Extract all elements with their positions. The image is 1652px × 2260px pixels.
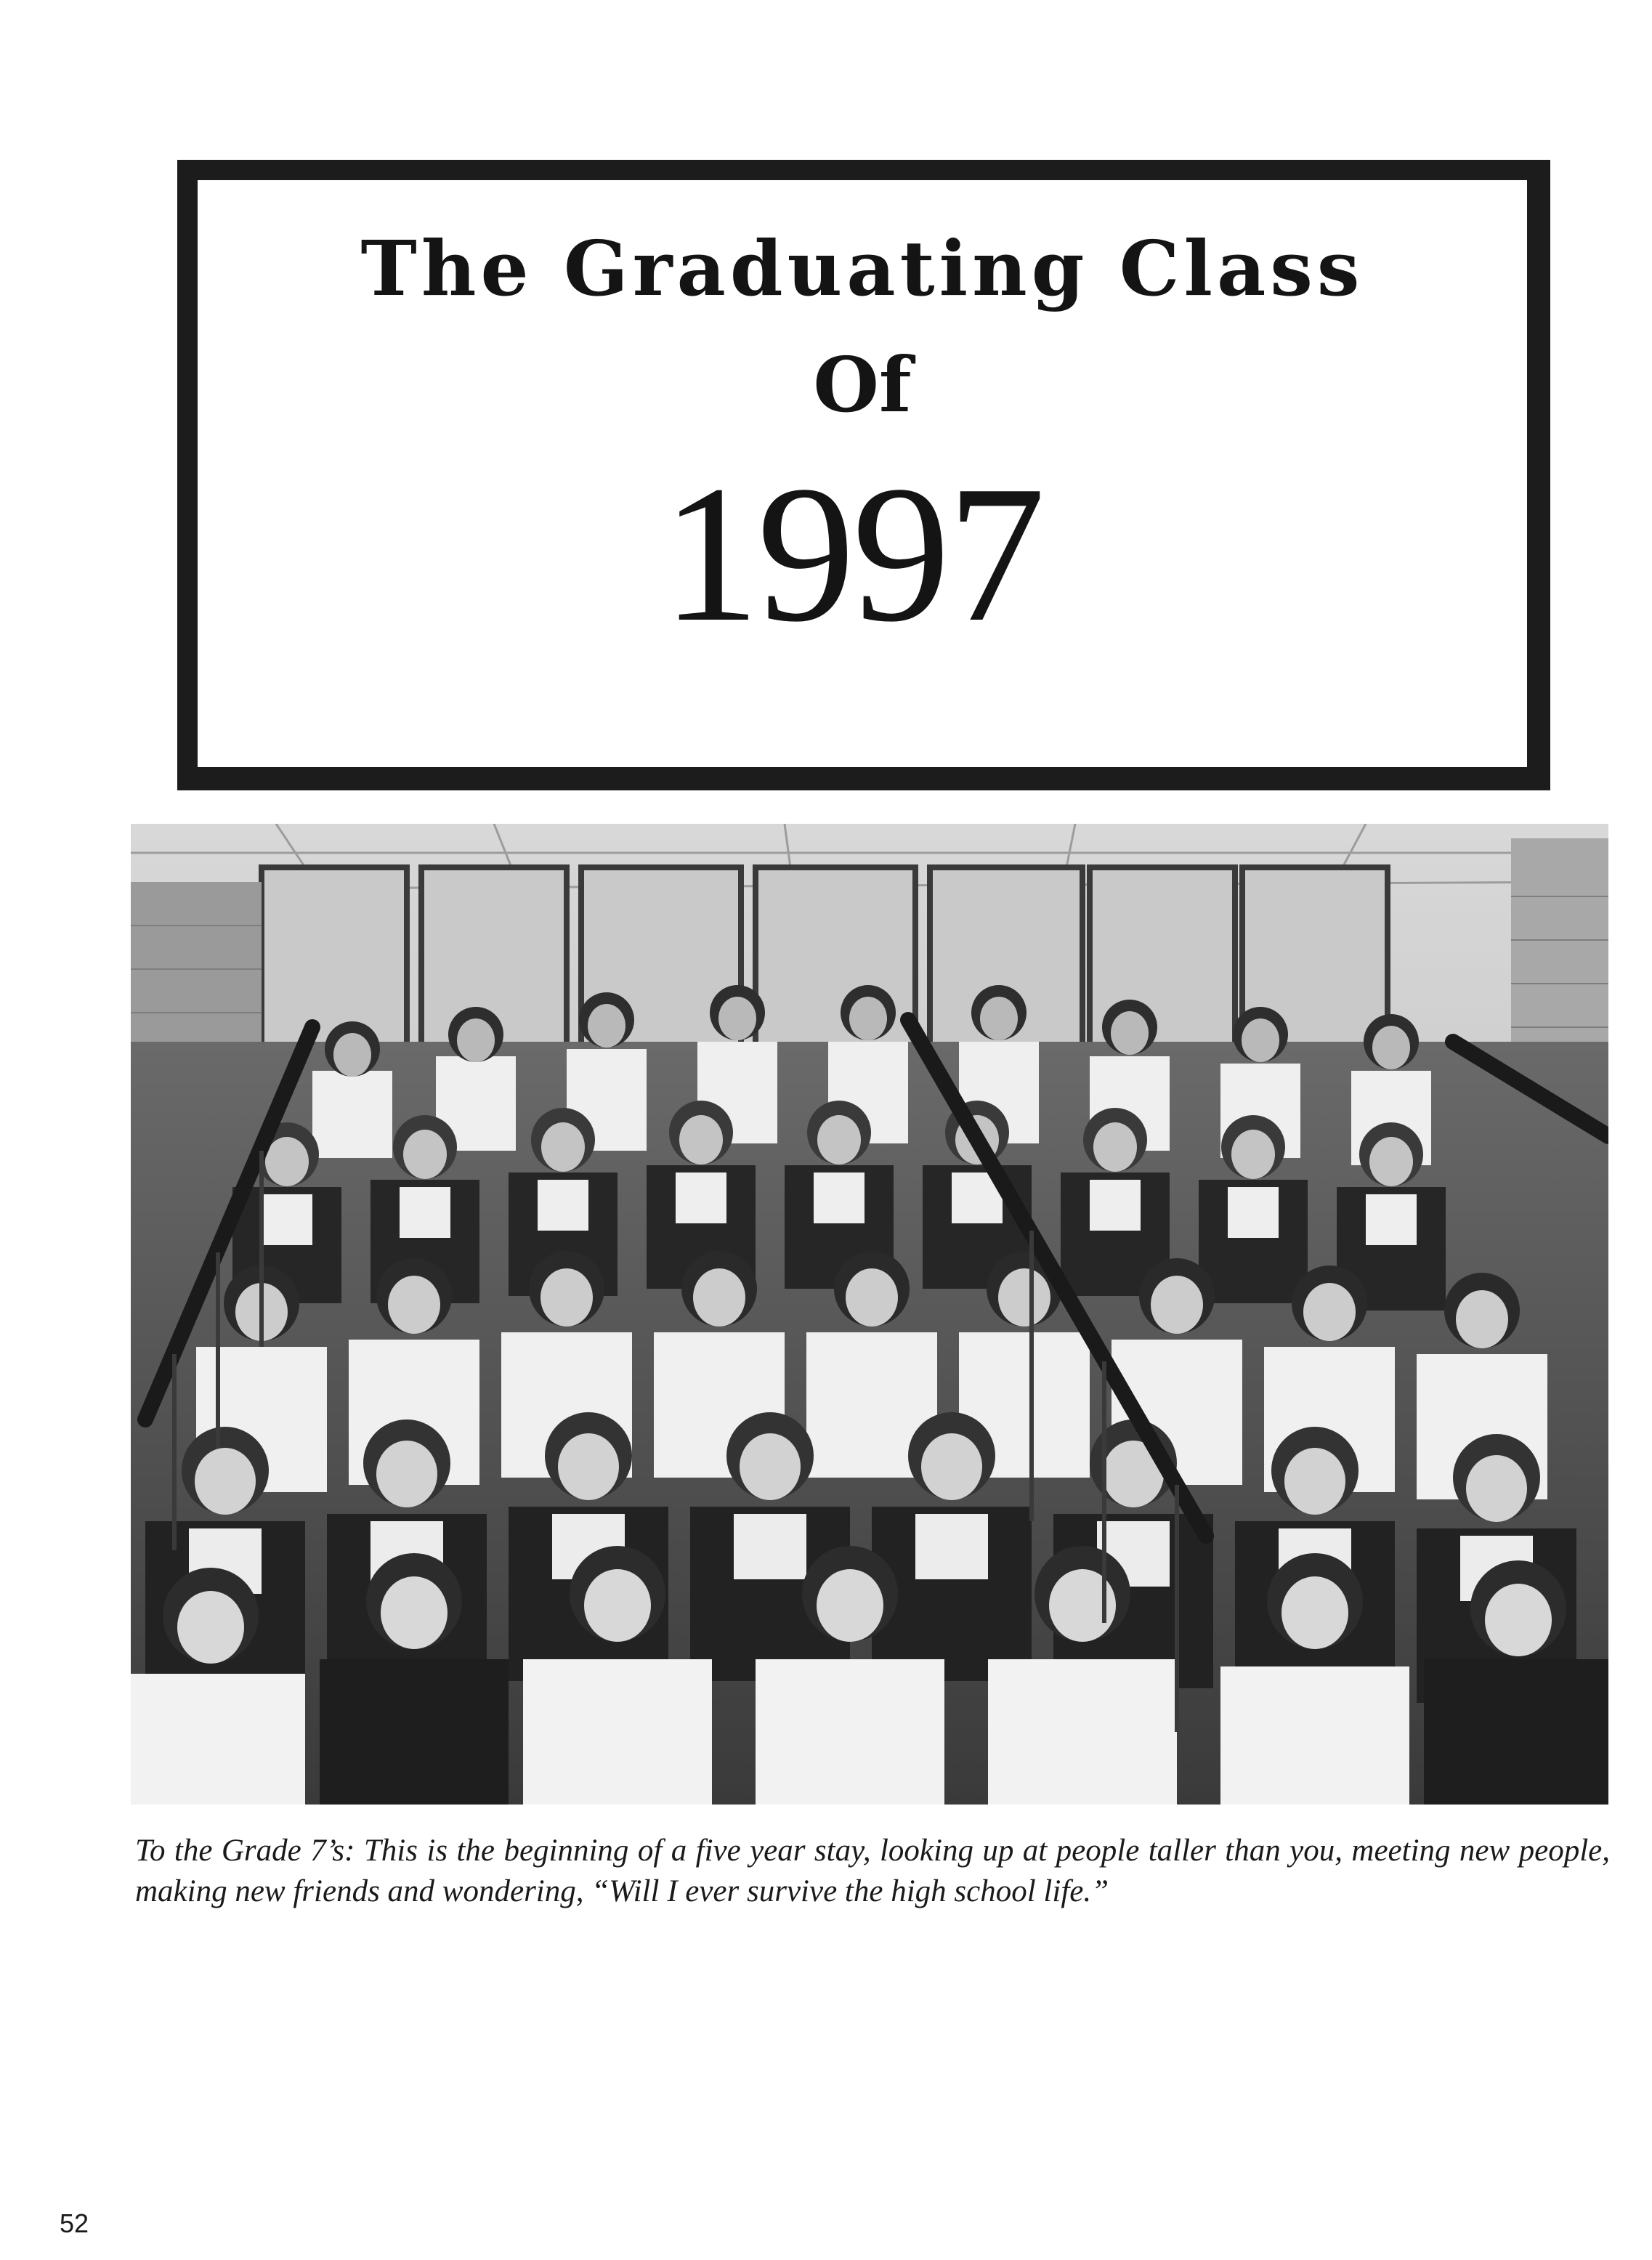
photo-illustration xyxy=(131,824,1608,1805)
page-number: 52 xyxy=(60,2208,89,2238)
title-box xyxy=(177,160,1550,790)
photo-caption: To the Grade 7’s: This is the beginning of a five year stay, looking up at people taller than you, meeting new people, making new friends and wondering, “Will I ever survive the high school life.” xyxy=(135,1834,1610,1908)
title-year: 1997 xyxy=(662,445,1042,663)
class-group-photo xyxy=(131,824,1608,1805)
title-heading: The Graduating Class xyxy=(360,224,1364,313)
title-subheading: Of xyxy=(813,340,912,429)
